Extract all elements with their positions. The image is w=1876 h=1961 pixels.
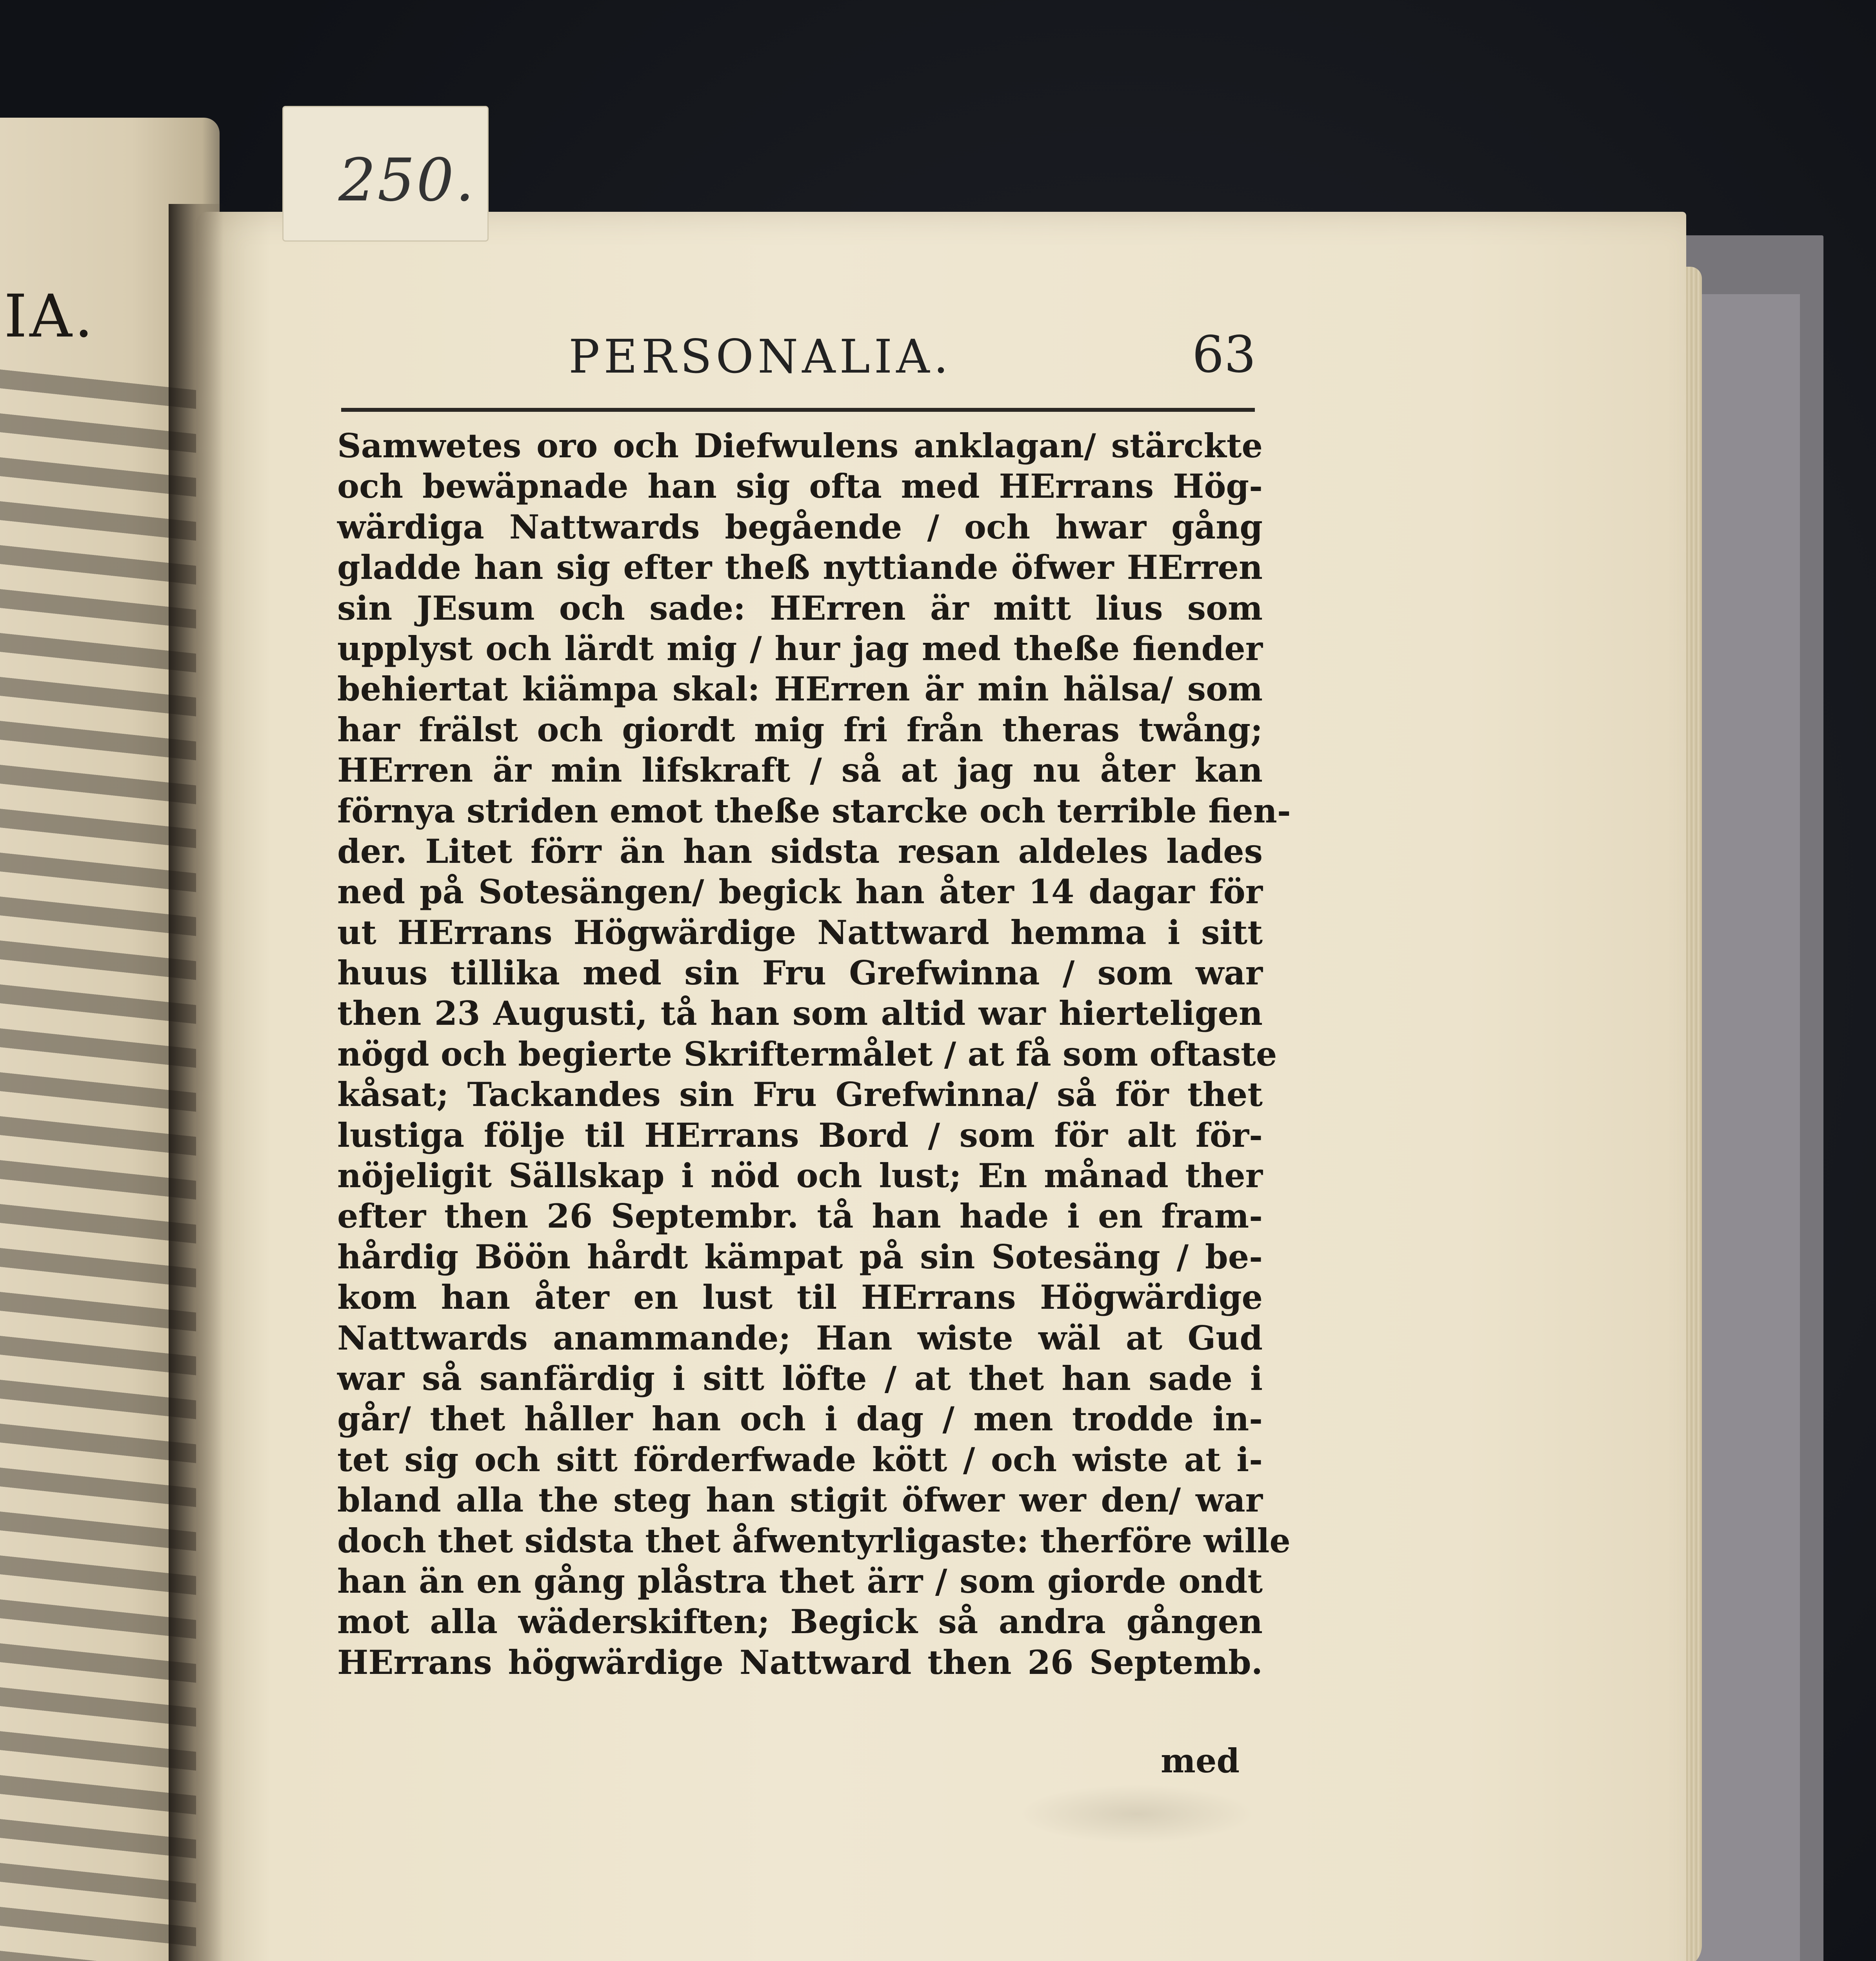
text-line: och bewäpnade han sig ofta med HErrans Hög-: [337, 467, 1263, 506]
text-line: går/ thet håller han och i dag / men trodde in-: [337, 1399, 1263, 1439]
text-line: then 23 Augusti, tå han som altid war hierteligen: [337, 994, 1263, 1033]
header-rule: [341, 408, 1255, 412]
text-line: upplyst och lärdt mig / hur jag med theße fiender: [337, 629, 1263, 668]
text-line: nöjeligit Sällskap i nöd och lust; En månad ther: [337, 1156, 1263, 1195]
text-line: lustiga följe til HErrans Bord / som för alt för-: [337, 1115, 1263, 1155]
text-line: Nattwards anammande; Han wiste wäl at Gud: [337, 1318, 1263, 1357]
text-line: tet sig och sitt förderfwade kött / och wiste at i-: [337, 1440, 1263, 1479]
text-line: ut HErrans Högwärdige Nattward hemma i sitt: [337, 913, 1263, 952]
text-line: gladde han sig efter theß nyttiande öfwer HErren: [337, 548, 1263, 587]
shelf-number: 250.: [338, 146, 476, 215]
page-number: 63: [1192, 326, 1256, 384]
text-line: HErren är min lifskraft / så at jag nu åter kan: [337, 751, 1263, 790]
text-line: war så sanfärdig i sitt löfte / at thet han sade i: [337, 1359, 1263, 1398]
text-line: HErrans högwärdige Nattward then 26 Septemb.: [337, 1643, 1263, 1682]
text-line: förnya striden emot theße starcke och terrible fien-: [337, 791, 1291, 830]
text-line: Samwetes oro och Diefwulens anklagan/ stärckte: [337, 426, 1263, 465]
text-line: wärdiga Nattwards begående / och hwar gång: [337, 507, 1263, 546]
text-line: han än en gång plåstra thet ärr / som giorde ondt: [337, 1561, 1263, 1601]
ink-show-through: [1020, 1785, 1255, 1843]
body-text: [337, 426, 1291, 1683]
library-tab: [282, 106, 489, 242]
gutter-shadow: [169, 204, 224, 1961]
text-line: der. Litet förr än han sidsta resan aldeles lades: [337, 831, 1263, 871]
text-line: bland alla the steg han stigit öfwer wer den/ war: [337, 1481, 1263, 1520]
text-line: kåsat; Tackandes sin Fru Grefwinna/ så för thet: [337, 1075, 1263, 1114]
text-line: sin JEsum och sade: HErren är mitt lius som: [337, 588, 1263, 628]
catchword: med: [1161, 1741, 1240, 1780]
text-line: huus tillika med sin Fru Grefwinna / som war: [337, 953, 1263, 993]
text-line: har frälst och giordt mig fri från theras twång;: [337, 710, 1263, 749]
text-line: doch thet sidsta thet åfwentyrligaste: therföre wille: [337, 1521, 1291, 1560]
text-line: hårdig Böön hårdt kämpat på sin Sotesäng / be-: [337, 1237, 1263, 1276]
text-line: kom han åter en lust til HErrans Högwärdige: [337, 1278, 1263, 1317]
text-line: behiertat kiämpa skal: HErren är min hälsa/ som: [337, 669, 1263, 709]
text-line: nögd och begierte Skriftermålet / at få som oftaste: [337, 1034, 1277, 1073]
text-line: mot alla wäderskiften; Begick så andra gången: [337, 1602, 1263, 1641]
running-head: PERSONALIA.: [569, 329, 953, 384]
left-page-header: IA.: [4, 282, 96, 351]
text-line: ned på Sotesängen/ begick han åter 14 dagar för: [337, 872, 1263, 911]
text-line: efter then 26 Septembr. tå han hade i en fram-: [337, 1197, 1263, 1236]
